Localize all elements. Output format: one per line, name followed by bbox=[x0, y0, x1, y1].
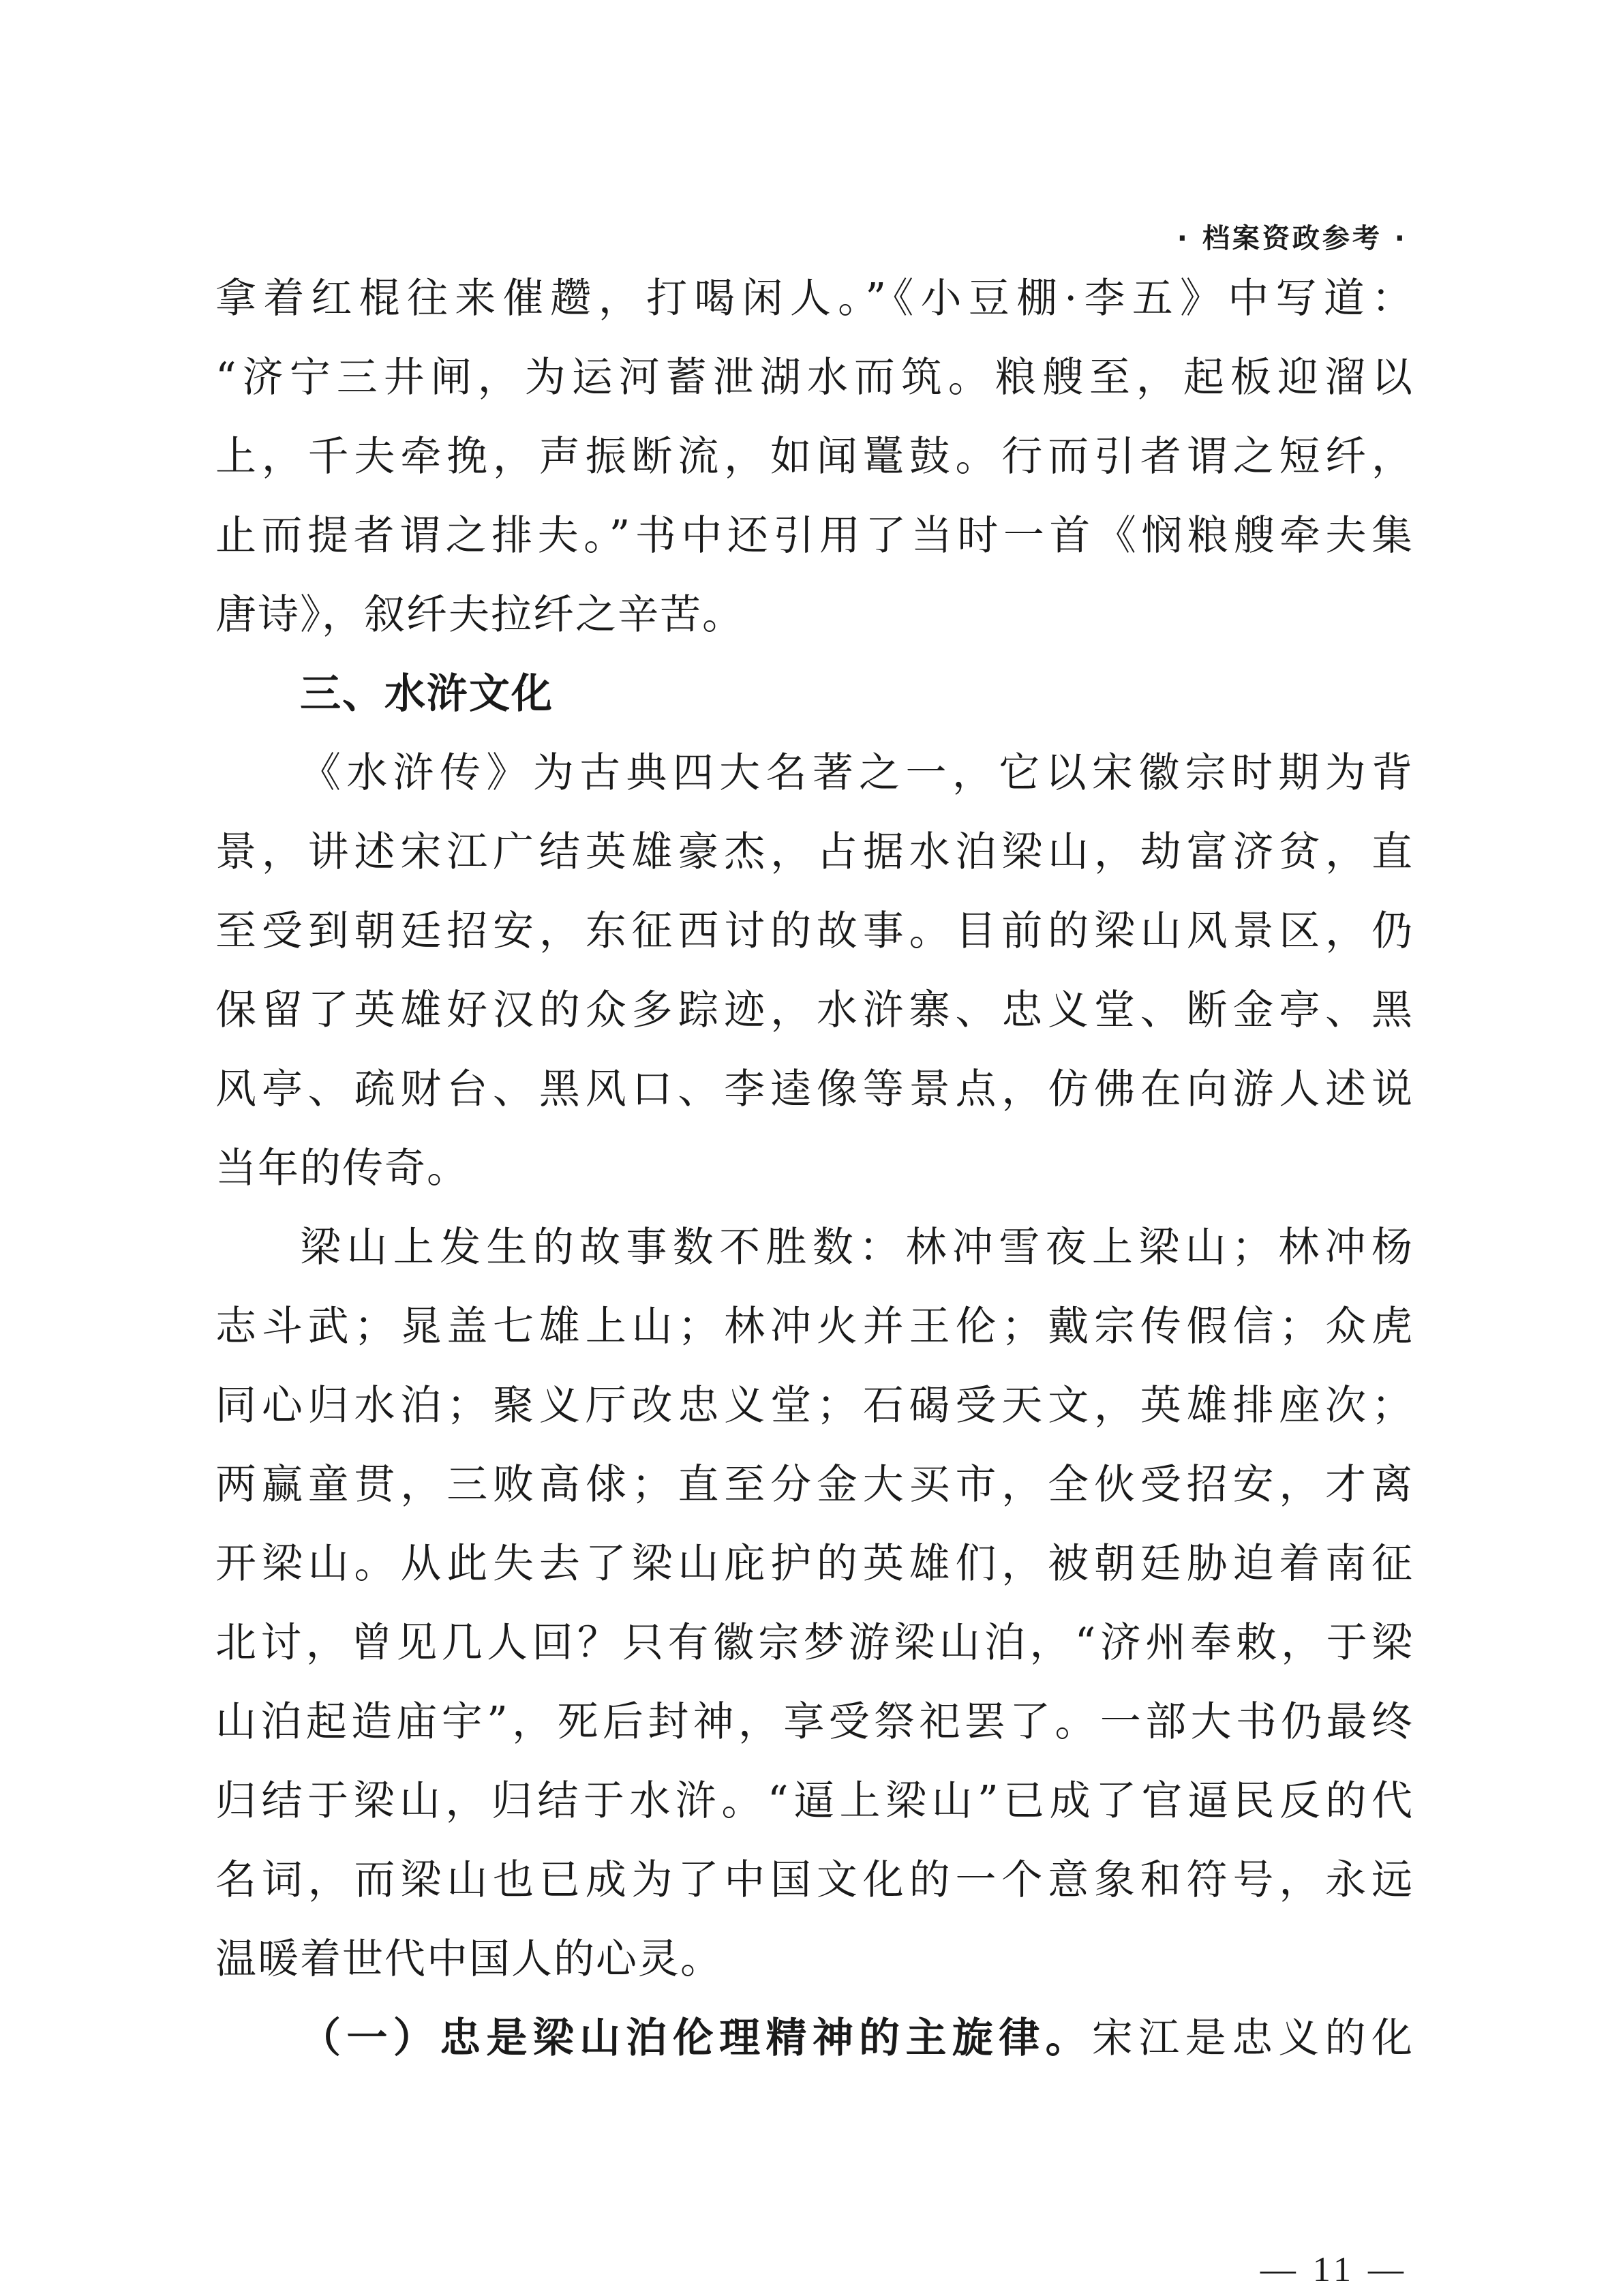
text-line: 北讨，曾见几人回？只有徽宗梦游梁山泊，“济州奉敕，于梁 bbox=[215, 1619, 1414, 1667]
subheading-line bbox=[215, 1999, 1414, 2078]
text-line: 拿着红棍往来催趱，打喝闲人。”《小豆棚·李五》中写道： bbox=[215, 275, 1414, 322]
page-number: — 11 — bbox=[1260, 2250, 1408, 2289]
text-line: 山泊起造庙宇”，死后封神，享受祭祀罢了。一部大书仍最终 bbox=[215, 1698, 1414, 1746]
running-head: · 档案资政参考 · bbox=[1177, 223, 1408, 254]
text-line: 温暖着世代中国人的心灵。 bbox=[215, 1935, 723, 1983]
section-heading: 三、水浒文化 bbox=[300, 670, 553, 718]
text-line: 至受到朝廷招安，东征西讨的故事。目前的梁山风景区，仍 bbox=[215, 907, 1414, 955]
text-line: 当年的传奇。 bbox=[215, 1145, 469, 1192]
text-line: 名词，而梁山也已成为了中国文化的一个意象和符号，永远 bbox=[215, 1856, 1414, 1904]
text-line: 保留了英雄好汉的众多踪迹，水浒寨、忠义堂、断金亭、黑 bbox=[215, 986, 1414, 1034]
text-line: 同心归水泊；聚义厅改忠义堂；石碣受天文，英雄排座次； bbox=[215, 1382, 1414, 1430]
text-line: 两赢童贯，三败高俅；直至分金大买市，全伙受招安，才离 bbox=[215, 1461, 1414, 1509]
text-line: 上，千夫牵挽，声振断流，如闻鼍鼓。行而引者谓之短纤， bbox=[215, 433, 1414, 481]
text-line: 归结于梁山，归结于水浒。“逼上梁山”已成了官逼民反的代 bbox=[215, 1777, 1414, 1825]
text-line: 止而提者谓之排夫。”书中还引用了当时一首《悯粮艘牵夫集 bbox=[215, 512, 1414, 560]
text-line: 梁山上发生的故事数不胜数：林冲雪夜上梁山；林冲杨 bbox=[300, 1224, 1414, 1271]
body-text bbox=[215, 259, 1414, 2078]
subheading-bold: （一）忠是梁山泊伦理精神的主旋律。 bbox=[300, 2014, 1092, 2062]
text-line: 开梁山。从此失去了梁山庇护的英雄们，被朝廷胁迫着南征 bbox=[215, 1540, 1414, 1588]
text-line: “济宁三井闸，为运河蓄泄湖水而筑。粮艘至，起板迎溜以 bbox=[215, 354, 1414, 402]
subheading-continuation: 宋江是忠义的化 bbox=[1091, 2014, 1414, 2062]
text-line: 《水浒传》为古典四大名著之一，它以宋徽宗时期为背 bbox=[300, 749, 1414, 797]
text-line: 景，讲述宋江广结英雄豪杰，占据水泊梁山，劫富济贫，直 bbox=[215, 828, 1414, 876]
text-line: 唐诗》，叙纤夫拉纤之辛苦。 bbox=[215, 591, 744, 639]
text-line: 风亭、疏财台、黑风口、李逵像等景点，仿佛在向游人述说 bbox=[215, 1066, 1414, 1113]
text-line: 志斗武；晁盖七雄上山；林冲火并王伦；戴宗传假信；众虎 bbox=[215, 1303, 1414, 1350]
